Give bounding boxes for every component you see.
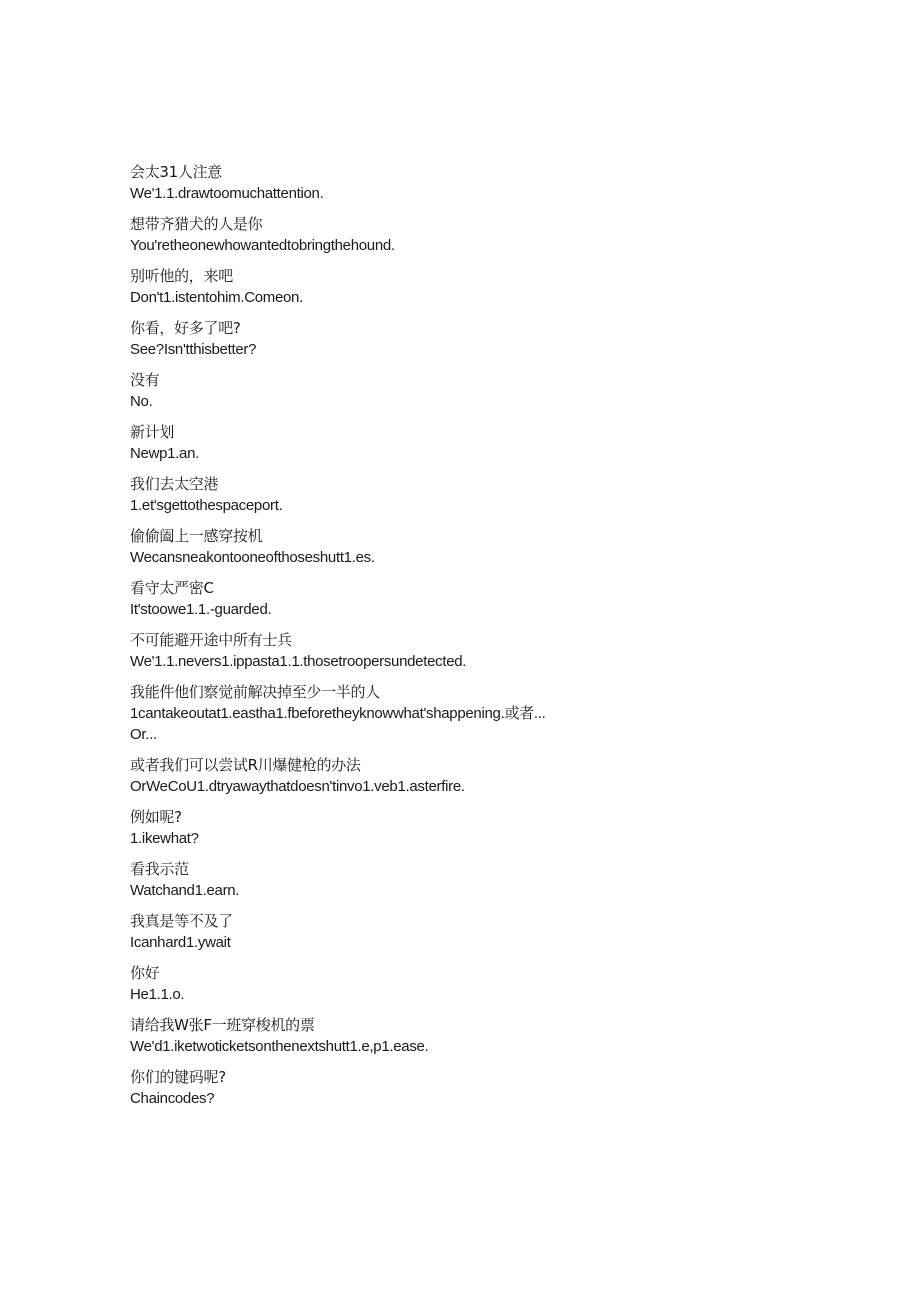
subtitle-entry — [130, 370, 850, 412]
subtitle-entry — [130, 526, 850, 568]
english-line: You'retheonewhowantedtobringthehound. — [130, 237, 395, 254]
chinese-line: 你看，好多了吧? — [130, 319, 241, 337]
subtitle-entry — [130, 682, 850, 745]
subtitle-entry — [130, 578, 850, 620]
subtitle-entry — [130, 474, 850, 516]
english-line: He1.1.o. — [130, 986, 185, 1003]
english-line: 1cantakeoutat1.eastha1.fbeforetheyknowwhat'shappening.或者... — [130, 705, 546, 722]
chinese-line: 请给我W张F一班穿梭机的票 — [130, 1016, 315, 1034]
subtitle-entry — [130, 630, 850, 672]
chinese-line: 会太31人注意 — [130, 163, 222, 181]
subtitle-entry — [130, 807, 850, 849]
english-line: We'1.1.drawtoomuchattention. — [130, 185, 324, 202]
subtitle-entry — [130, 318, 850, 360]
subtitle-document — [130, 162, 850, 1119]
chinese-line: 想带齐猎犬的人是你 — [130, 215, 263, 233]
chinese-line: 看守太严密C — [130, 579, 214, 597]
english-line: See?Isn'tthisbetter? — [130, 341, 257, 358]
subtitle-entry — [130, 1015, 850, 1057]
english-line: 1.ikewhat? — [130, 830, 199, 847]
subtitle-entry — [130, 162, 850, 204]
english-line: 1.et'sgettothespaceport. — [130, 497, 283, 514]
chinese-line: 例如呢? — [130, 808, 182, 826]
chinese-line: 你好 — [130, 964, 160, 982]
subtitle-entry — [130, 859, 850, 901]
english-line: Watchand1.earn. — [130, 882, 240, 899]
english-line: We'1.1.nevers1.ippasta1.1.thosetroopersundetected. — [130, 653, 467, 670]
english-line: Don't1.istentohim.Comeon. — [130, 289, 303, 306]
subtitle-entry — [130, 214, 850, 256]
chinese-line: 看我示范 — [130, 860, 189, 878]
chinese-line: 你们的键码呢? — [130, 1068, 226, 1086]
english-line: Wecansneakontooneofthoseshutt1.es. — [130, 549, 375, 566]
subtitle-entry — [130, 266, 850, 308]
english-line: No. — [130, 393, 153, 410]
chinese-line: 别听他的，来吧 — [130, 267, 233, 285]
chinese-line: 我真是等不及了 — [130, 912, 233, 930]
chinese-line: 偷偷阖上一感穿按机 — [130, 527, 263, 545]
subtitle-entry — [130, 422, 850, 464]
subtitle-entry — [130, 911, 850, 953]
subtitle-entry — [130, 963, 850, 1005]
chinese-line: 或者我们可以尝试R川爆健枪的办法 — [130, 756, 361, 774]
chinese-line: 我们去太空港 — [130, 475, 219, 493]
chinese-line: 不可能避开途中所有士兵 — [130, 631, 292, 649]
subtitle-entry — [130, 1067, 850, 1109]
chinese-line: 没有 — [130, 371, 160, 389]
chinese-line: 新计划 — [130, 423, 175, 441]
subtitle-entry — [130, 755, 850, 797]
english-line: Chaincodes? — [130, 1090, 215, 1107]
english-line: Icanhard1.ywait — [130, 934, 231, 951]
english-line: It'stoowe1.1.-guarded. — [130, 601, 272, 618]
english-line: OrWeCoU1.dtryawaythatdoesn'tinvo1.veb1.asterfire. — [130, 778, 465, 795]
english-line: Newp1.an. — [130, 445, 200, 462]
english-line: We'd1.iketwoticketsonthenextshutt1.e,p1.ease. — [130, 1038, 429, 1055]
chinese-line: 我能件他们察觉前解决掉至少一半的人 — [130, 683, 380, 701]
english-line-continued: Or... — [130, 726, 157, 743]
